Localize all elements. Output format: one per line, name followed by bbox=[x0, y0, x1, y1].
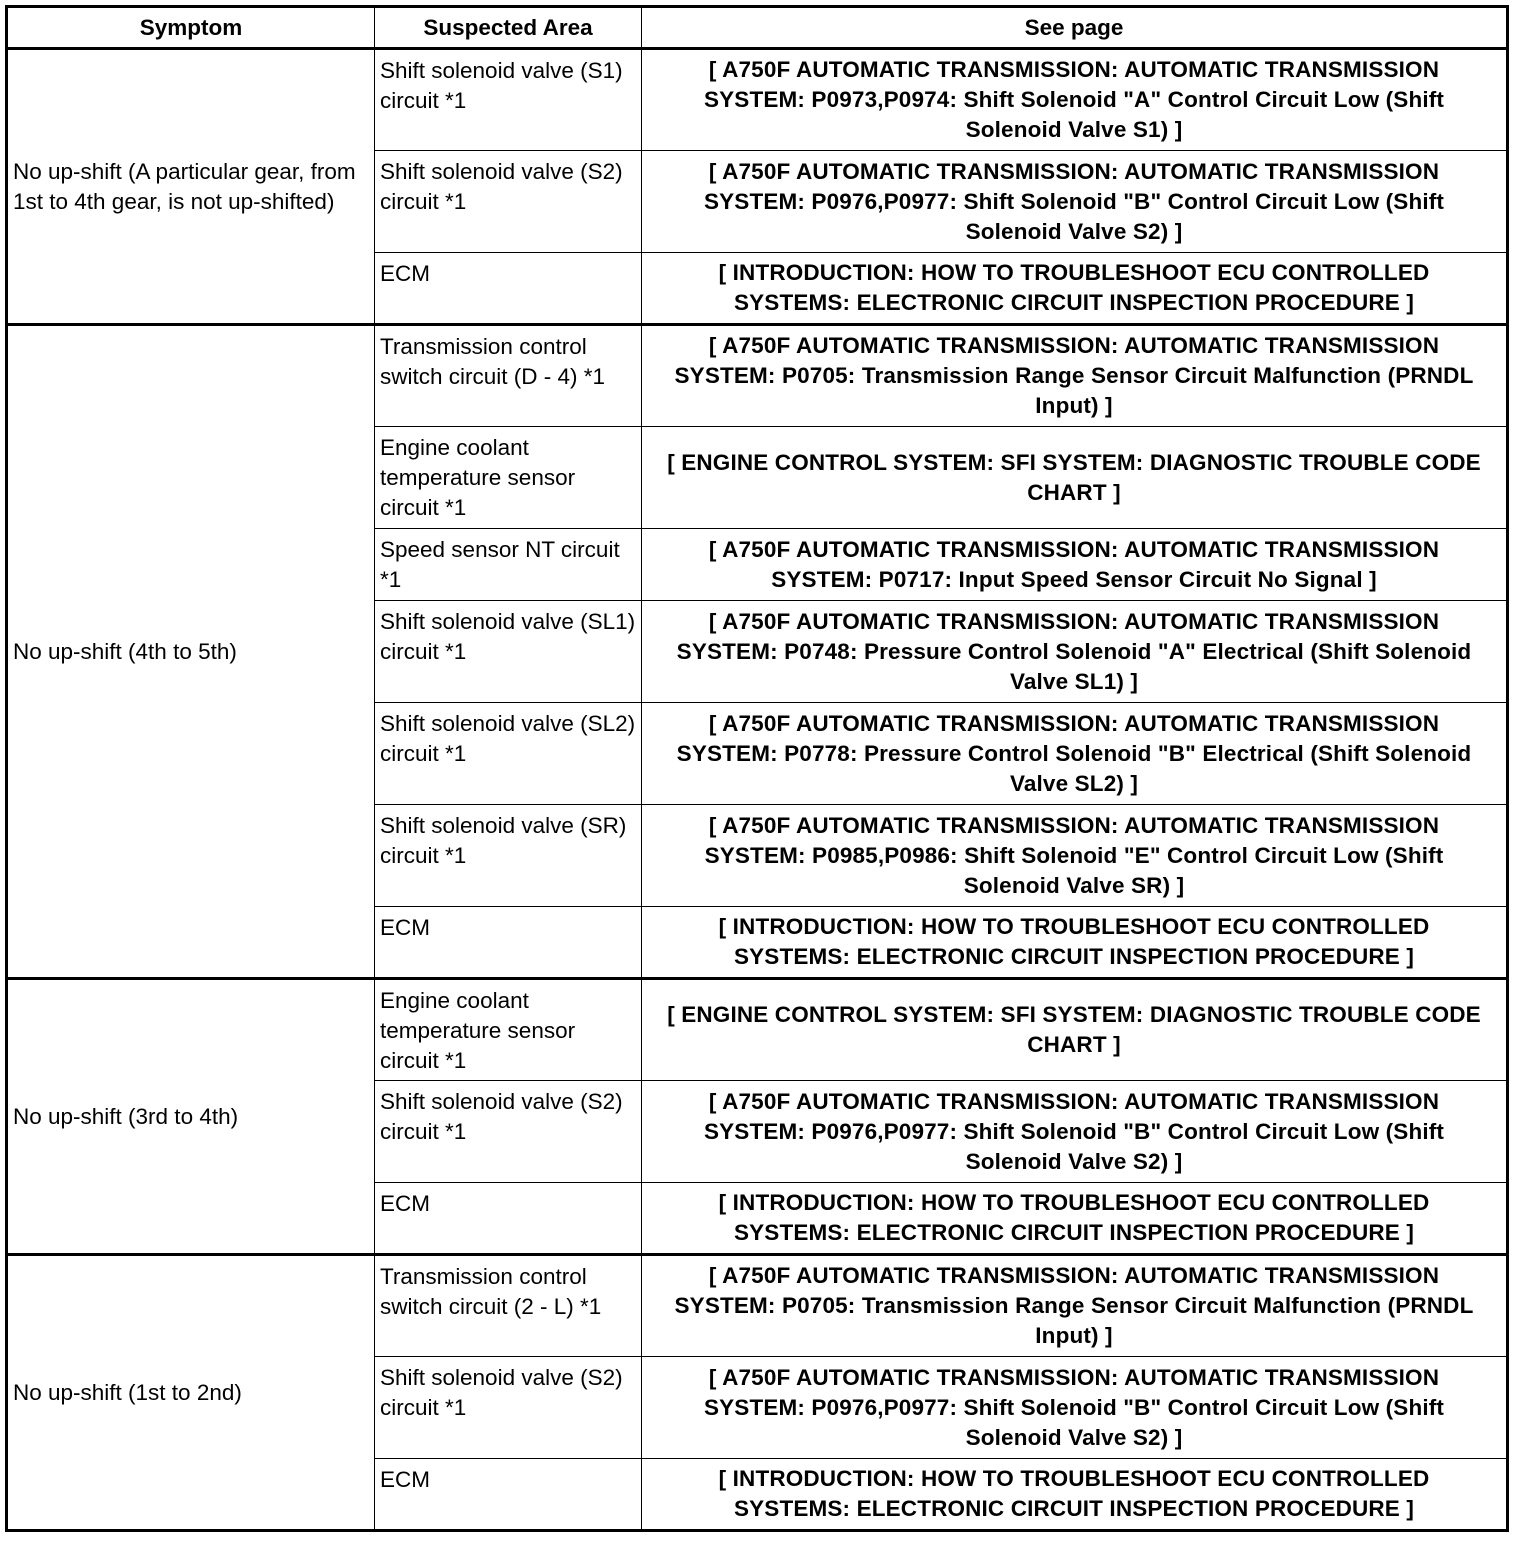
header-suspected-area: Suspected Area bbox=[375, 7, 642, 49]
see-page-link[interactable]: [ INTRODUCTION: HOW TO TROUBLESHOOT ECU CONTROLLED SYSTEMS: ELECTRONIC CIRCUIT INSPECTION PROCEDURE ] bbox=[642, 253, 1508, 325]
see-page-link[interactable]: [ A750F AUTOMATIC TRANSMISSION: AUTOMATIC TRANSMISSION SYSTEM: P0976,P0977: Shift Solenoid "B" Control Circuit Low (Shift Solenoid Valve S2) ] bbox=[642, 151, 1508, 253]
see-page-link[interactable]: [ A750F AUTOMATIC TRANSMISSION: AUTOMATIC TRANSMISSION SYSTEM: P0705: Transmission Range Sensor Circuit Malfunction (PRNDL Input) ] bbox=[642, 325, 1508, 427]
header-see-page: See page bbox=[642, 7, 1508, 49]
suspected-area-cell: Shift solenoid valve (S2) circuit *1 bbox=[375, 151, 642, 253]
see-page-link[interactable]: [ A750F AUTOMATIC TRANSMISSION: AUTOMATIC TRANSMISSION SYSTEM: P0748: Pressure Control Solenoid "A" Electrical (Shift Solenoid Valve SL1) ] bbox=[642, 601, 1508, 703]
see-page-link[interactable]: [ INTRODUCTION: HOW TO TROUBLESHOOT ECU CONTROLLED SYSTEMS: ELECTRONIC CIRCUIT INSPECTION PROCEDURE ] bbox=[642, 1183, 1508, 1255]
see-page-link[interactable]: [ ENGINE CONTROL SYSTEM: SFI SYSTEM: DIAGNOSTIC TROUBLE CODE CHART ] bbox=[642, 427, 1508, 529]
see-page-link[interactable]: [ ENGINE CONTROL SYSTEM: SFI SYSTEM: DIAGNOSTIC TROUBLE CODE CHART ] bbox=[642, 979, 1508, 1081]
see-page-link[interactable]: [ INTRODUCTION: HOW TO TROUBLESHOOT ECU CONTROLLED SYSTEMS: ELECTRONIC CIRCUIT INSPECTION PROCEDURE ] bbox=[642, 1459, 1508, 1531]
suspected-area-cell: Shift solenoid valve (S2) circuit *1 bbox=[375, 1081, 642, 1183]
suspected-area-cell: Engine coolant temperature sensor circuit *1 bbox=[375, 427, 642, 529]
see-page-link[interactable]: [ A750F AUTOMATIC TRANSMISSION: AUTOMATIC TRANSMISSION SYSTEM: P0705: Transmission Range Sensor Circuit Malfunction (PRNDL Input) ] bbox=[642, 1255, 1508, 1357]
see-page-link[interactable]: [ A750F AUTOMATIC TRANSMISSION: AUTOMATIC TRANSMISSION SYSTEM: P0778: Pressure Control Solenoid "B" Electrical (Shift Solenoid Valve SL2) ] bbox=[642, 703, 1508, 805]
table-row bbox=[7, 325, 1508, 427]
suspected-area-cell: Shift solenoid valve (S2) circuit *1 bbox=[375, 1357, 642, 1459]
see-page-link[interactable]: [ A750F AUTOMATIC TRANSMISSION: AUTOMATIC TRANSMISSION SYSTEM: P0717: Input Speed Sensor Circuit No Signal ] bbox=[642, 529, 1508, 601]
table-row bbox=[7, 49, 1508, 151]
symptom-cell: No up-shift (4th to 5th) bbox=[7, 325, 375, 979]
suspected-area-cell: ECM bbox=[375, 1459, 642, 1531]
troubleshooting-table-container bbox=[5, 5, 1509, 1532]
see-page-link[interactable]: [ A750F AUTOMATIC TRANSMISSION: AUTOMATIC TRANSMISSION SYSTEM: P0976,P0977: Shift Solenoid "B" Control Circuit Low (Shift Solenoid Valve S2) ] bbox=[642, 1357, 1508, 1459]
header-symptom: Symptom bbox=[7, 7, 375, 49]
suspected-area-cell: ECM bbox=[375, 253, 642, 325]
table-row bbox=[7, 1255, 1508, 1357]
symptom-cell: No up-shift (3rd to 4th) bbox=[7, 979, 375, 1255]
suspected-area-cell: Shift solenoid valve (S1) circuit *1 bbox=[375, 49, 642, 151]
suspected-area-cell: ECM bbox=[375, 1183, 642, 1255]
suspected-area-cell: ECM bbox=[375, 907, 642, 979]
suspected-area-cell: Shift solenoid valve (SL2) circuit *1 bbox=[375, 703, 642, 805]
see-page-link[interactable]: [ A750F AUTOMATIC TRANSMISSION: AUTOMATIC TRANSMISSION SYSTEM: P0985,P0986: Shift Solenoid "E" Control Circuit Low (Shift Solenoid Valve SR) ] bbox=[642, 805, 1508, 907]
suspected-area-cell: Transmission control switch circuit (2 - L) *1 bbox=[375, 1255, 642, 1357]
suspected-area-cell: Transmission control switch circuit (D - 4) *1 bbox=[375, 325, 642, 427]
table-row bbox=[7, 979, 1508, 1081]
header-row bbox=[7, 7, 1508, 49]
symptom-cell: No up-shift (1st to 2nd) bbox=[7, 1255, 375, 1531]
troubleshooting-table bbox=[5, 5, 1509, 1532]
see-page-link[interactable]: [ A750F AUTOMATIC TRANSMISSION: AUTOMATIC TRANSMISSION SYSTEM: P0973,P0974: Shift Solenoid "A" Control Circuit Low (Shift Solenoid Valve S1) ] bbox=[642, 49, 1508, 151]
suspected-area-cell: Engine coolant temperature sensor circuit *1 bbox=[375, 979, 642, 1081]
symptom-cell: No up-shift (A particular gear, from 1st to 4th gear, is not up-shifted) bbox=[7, 49, 375, 325]
suspected-area-cell: Shift solenoid valve (SR) circuit *1 bbox=[375, 805, 642, 907]
see-page-link[interactable]: [ A750F AUTOMATIC TRANSMISSION: AUTOMATIC TRANSMISSION SYSTEM: P0976,P0977: Shift Solenoid "B" Control Circuit Low (Shift Solenoid Valve S2) ] bbox=[642, 1081, 1508, 1183]
suspected-area-cell: Shift solenoid valve (SL1) circuit *1 bbox=[375, 601, 642, 703]
suspected-area-cell: Speed sensor NT circuit *1 bbox=[375, 529, 642, 601]
see-page-link[interactable]: [ INTRODUCTION: HOW TO TROUBLESHOOT ECU CONTROLLED SYSTEMS: ELECTRONIC CIRCUIT INSPECTION PROCEDURE ] bbox=[642, 907, 1508, 979]
